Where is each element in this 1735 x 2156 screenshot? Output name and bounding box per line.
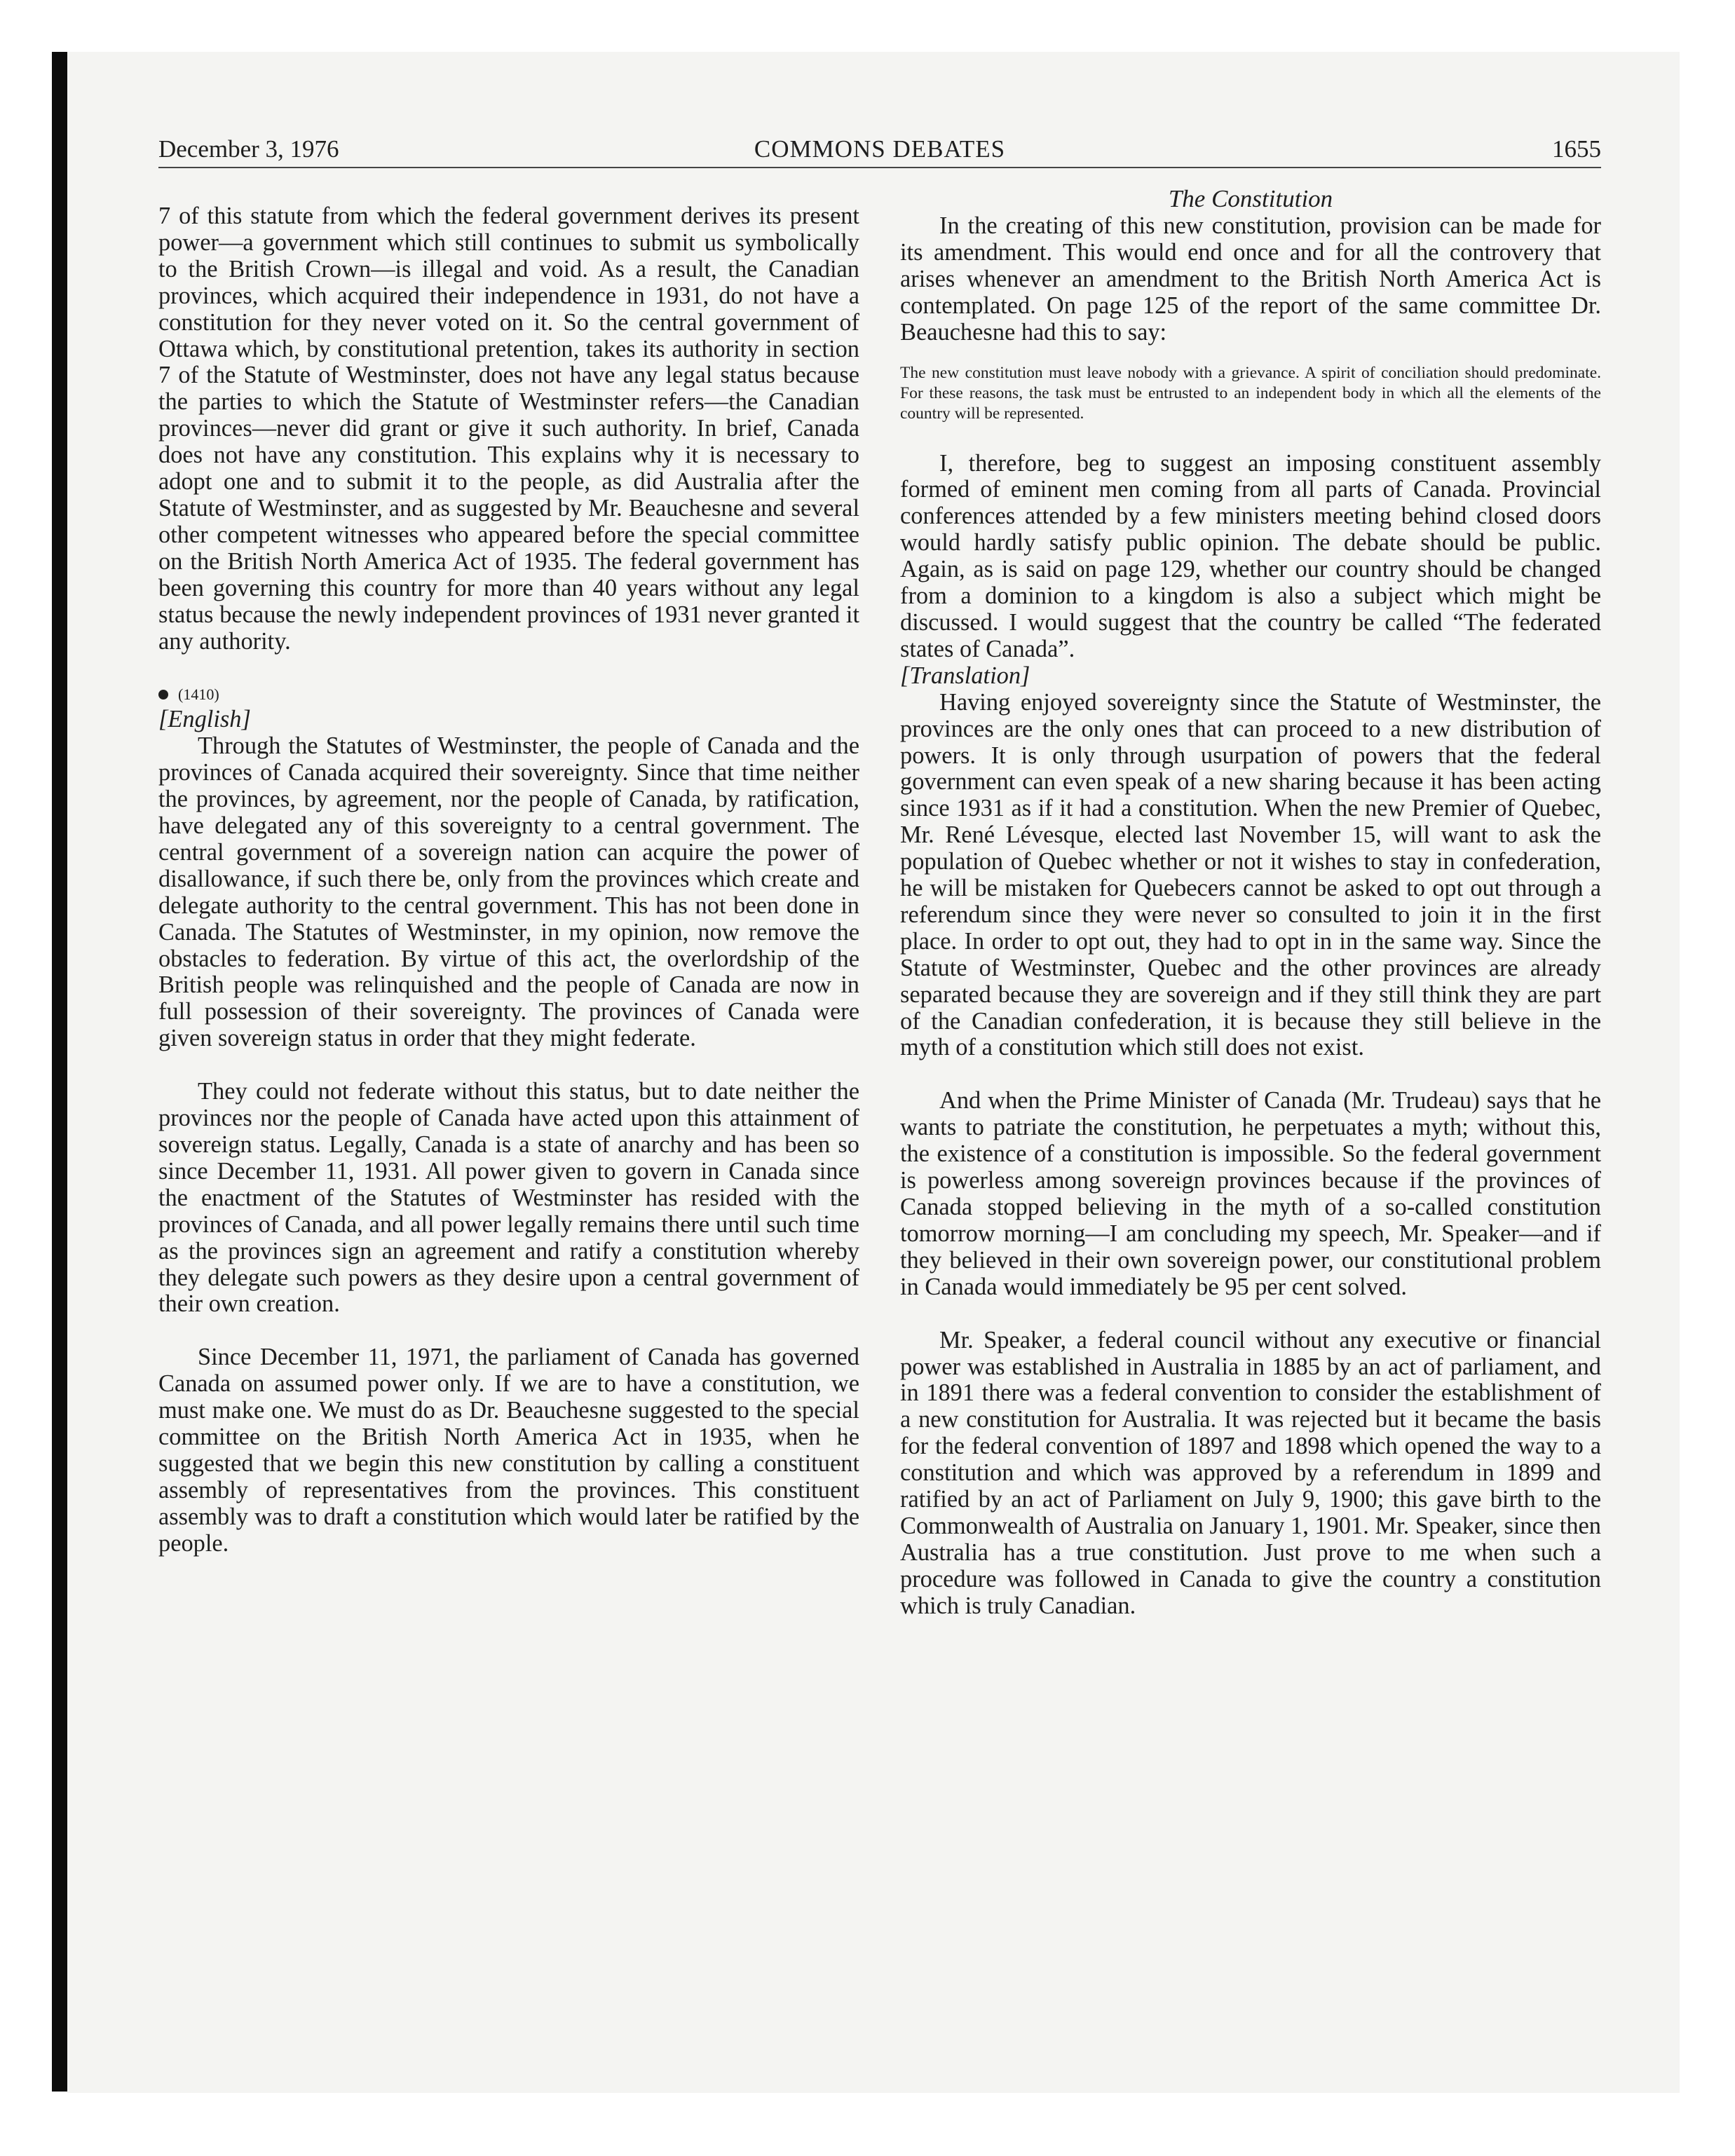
section-title: The Constitution — [1168, 185, 1333, 212]
left-paragraph-1: 7 of this statute from which the federal government derives its present power—a government which still continues to submit us symbolically to the British Crown—is illegal and void. As a result, the Canadian provinces, which acquired their independence in 1931, do not have a constitution for they never voted on it. So the central government of Ottawa which, by constitutional pretention, takes its authority in section 7 of the Statute of Westminster, does not have any legal status because the parties to which the Statute of Westminster refers—the Canadian provinces—never did grant or give it such authority. In brief, Canada does not have any constitution. This explains why it is necessary to adopt one and to submit it to the people, as did Australia after the Statute of Westminster, and as suggested by Mr. Beauchesne and several other competent witnesses who appeared before the special committee on the British North America Act of 1935. The federal government has been governing this country for more than 40 years without any legal status because the newly independent provinces of 1931 never granted it any authority. — [158, 203, 859, 655]
header-date: December 3, 1976 — [158, 135, 339, 163]
right-paragraph-4: And when the Prime Minister of Canada (Mr. Trudeau) says that he wants to patriate the constitution, he perpetuates a myth; without this, the existence of a constitution is impossible. So the federal government is powerless among sovereign provinces because if the provinces of Canada stopped believing in the myth of a so-called constitution tomorrow morning—I am concluding my speech, Mr. Speaker—and if they believed in their own sovereign power, our constitutional problem in Canada would immediately be 95 per cent solved. — [900, 1087, 1601, 1300]
left-paragraph-4: Since December 11, 1971, the parliament of Canada has governed Canada on assumed power only. If we are to have a constitution, we must make one. We must do as Dr. Beauchesne suggested to the special committee on the British North America Act in 1935, when he suggested that we begin this new constitution by calling a constituent assembly of representatives from the provinces. This constituent assembly was to draft a constitution which would later be ratified by the people. — [158, 1344, 859, 1557]
right-paragraph-2: I, therefore, beg to suggest an imposing constituent assembly formed of eminent men coming from all parts of Canada. Provincial conferences attended by a few ministers meeting behind closed doors would hardly satisfy public opinion. The debate should be public. Again, as is said on page 129, whether our country should be changed from a dominion to a kingdom is also a subject which might be discussed. I would suggest that the country be called “The federated states of Canada”. — [900, 449, 1601, 662]
header-publication: COMMONS DEBATES — [754, 135, 1006, 163]
left-paragraph-2: Through the Statutes of Westminster, the people of Canada and the provinces of Canada acquired their sovereignty. Since that time neither the provinces, by agreement, nor the people of Canada, by ratification, have delegated any of this sovereignty to a central government. The central government of a sovereign nation can acquire the power of disallowance, if such there be, only from the provinces which create and delegate authority to the central government. This has not been done in Canada. The Statutes of Westminster, in my opinion, now remove the obstacles to federation. By virtue of this act, the overlordship of the British people was relinquished and the people of Canada are now in full possession of their sovereignty. The provinces of Canada were given sovereign status in order that they might federate. — [158, 732, 859, 1052]
scan-edge-shadow — [52, 52, 67, 2092]
page-header — [158, 133, 1601, 165]
time-marker-label: (1410) — [178, 685, 219, 704]
right-paragraph-3: Having enjoyed sovereignty since the Statute of Westminster, the provinces are the only ones that can proceed to a new distribution of powers. It is only through usurpation of powers that the federal government can even speak of a new sharing because it has been acting since 1931 as if it had a constitution. When the new Premier of Quebec, Mr. René Lévesque, elected last November 15, will want to ask the population of Quebec whether or not it wishes to stay in confederation, he will be mistaken for Quebecers cannot be asked to opt out through a referendum since they were never so consulted to join it in the first place. In order to opt out, they had to opt in in the same way. Since the Statute of Westminster, Quebec and the other provinces are already separated because they are sovereign and if they still think they are part of the Canadian confederation, it is because they still believe in the myth of a constitution which still does not exist. — [900, 688, 1601, 1061]
time-marker — [158, 683, 859, 707]
left-paragraph-3: They could not federate without this status, but to date neither the provinces nor the people of Canada have acted upon this attainment of sovereign status. Legally, Canada is a state of anarchy and has been so since December 11, 1931. All power given to govern in Canada since the enactment of the Statutes of Westminster has resided with the provinces of Canada, and all power legally remains there until such time as the provinces sign an agreement and ratify a constitution whereby they delegate such powers as they desire upon a central government of their own creation. — [158, 1078, 859, 1318]
right-paragraph-5: Mr. Speaker, a federal council without any executive or financial power was established in Australia in 1885 by an act of parliament, and in 1891 there was a federal convention to consider the establishment of a new constitution for Australia. It was rejected but it became the basis for the federal convention of 1897 and 1898 which opened the way to a constitution and which was approved by a referendum in 1899 and ratified by an act of Parliament on July 9, 1900; this gave birth to the Commonwealth of Australia on January 1, 1901. Mr. Speaker, since then Australia has a true constitution. Just prove to me when such a procedure was followed in Canada to give the country a constitution which is truly Canadian. — [900, 1326, 1601, 1619]
bullet-icon — [158, 690, 168, 700]
header-page-number: 1655 — [1552, 135, 1601, 163]
block-quote: The new constitution must leave nobody with a grievance. A spirit of conciliation should predominate. For these reasons, the task must be entrusted to an independent body in which all the elements of the country will be represented. — [900, 363, 1601, 423]
right-paragraph-1: In the creating of this new constitution, provision can be made for its amendment. This would end once and for all the controvery that arises whenever an amendment to the British North America Act is contemplated. On page 125 of the report of the same committee Dr. Beauchesne had this to say: — [900, 212, 1601, 346]
header-rule — [158, 167, 1601, 168]
right-column — [900, 185, 1601, 1620]
language-tag-english: [English] — [158, 706, 251, 733]
language-tag-translation: [Translation] — [900, 662, 1030, 689]
left-column — [158, 203, 859, 1557]
